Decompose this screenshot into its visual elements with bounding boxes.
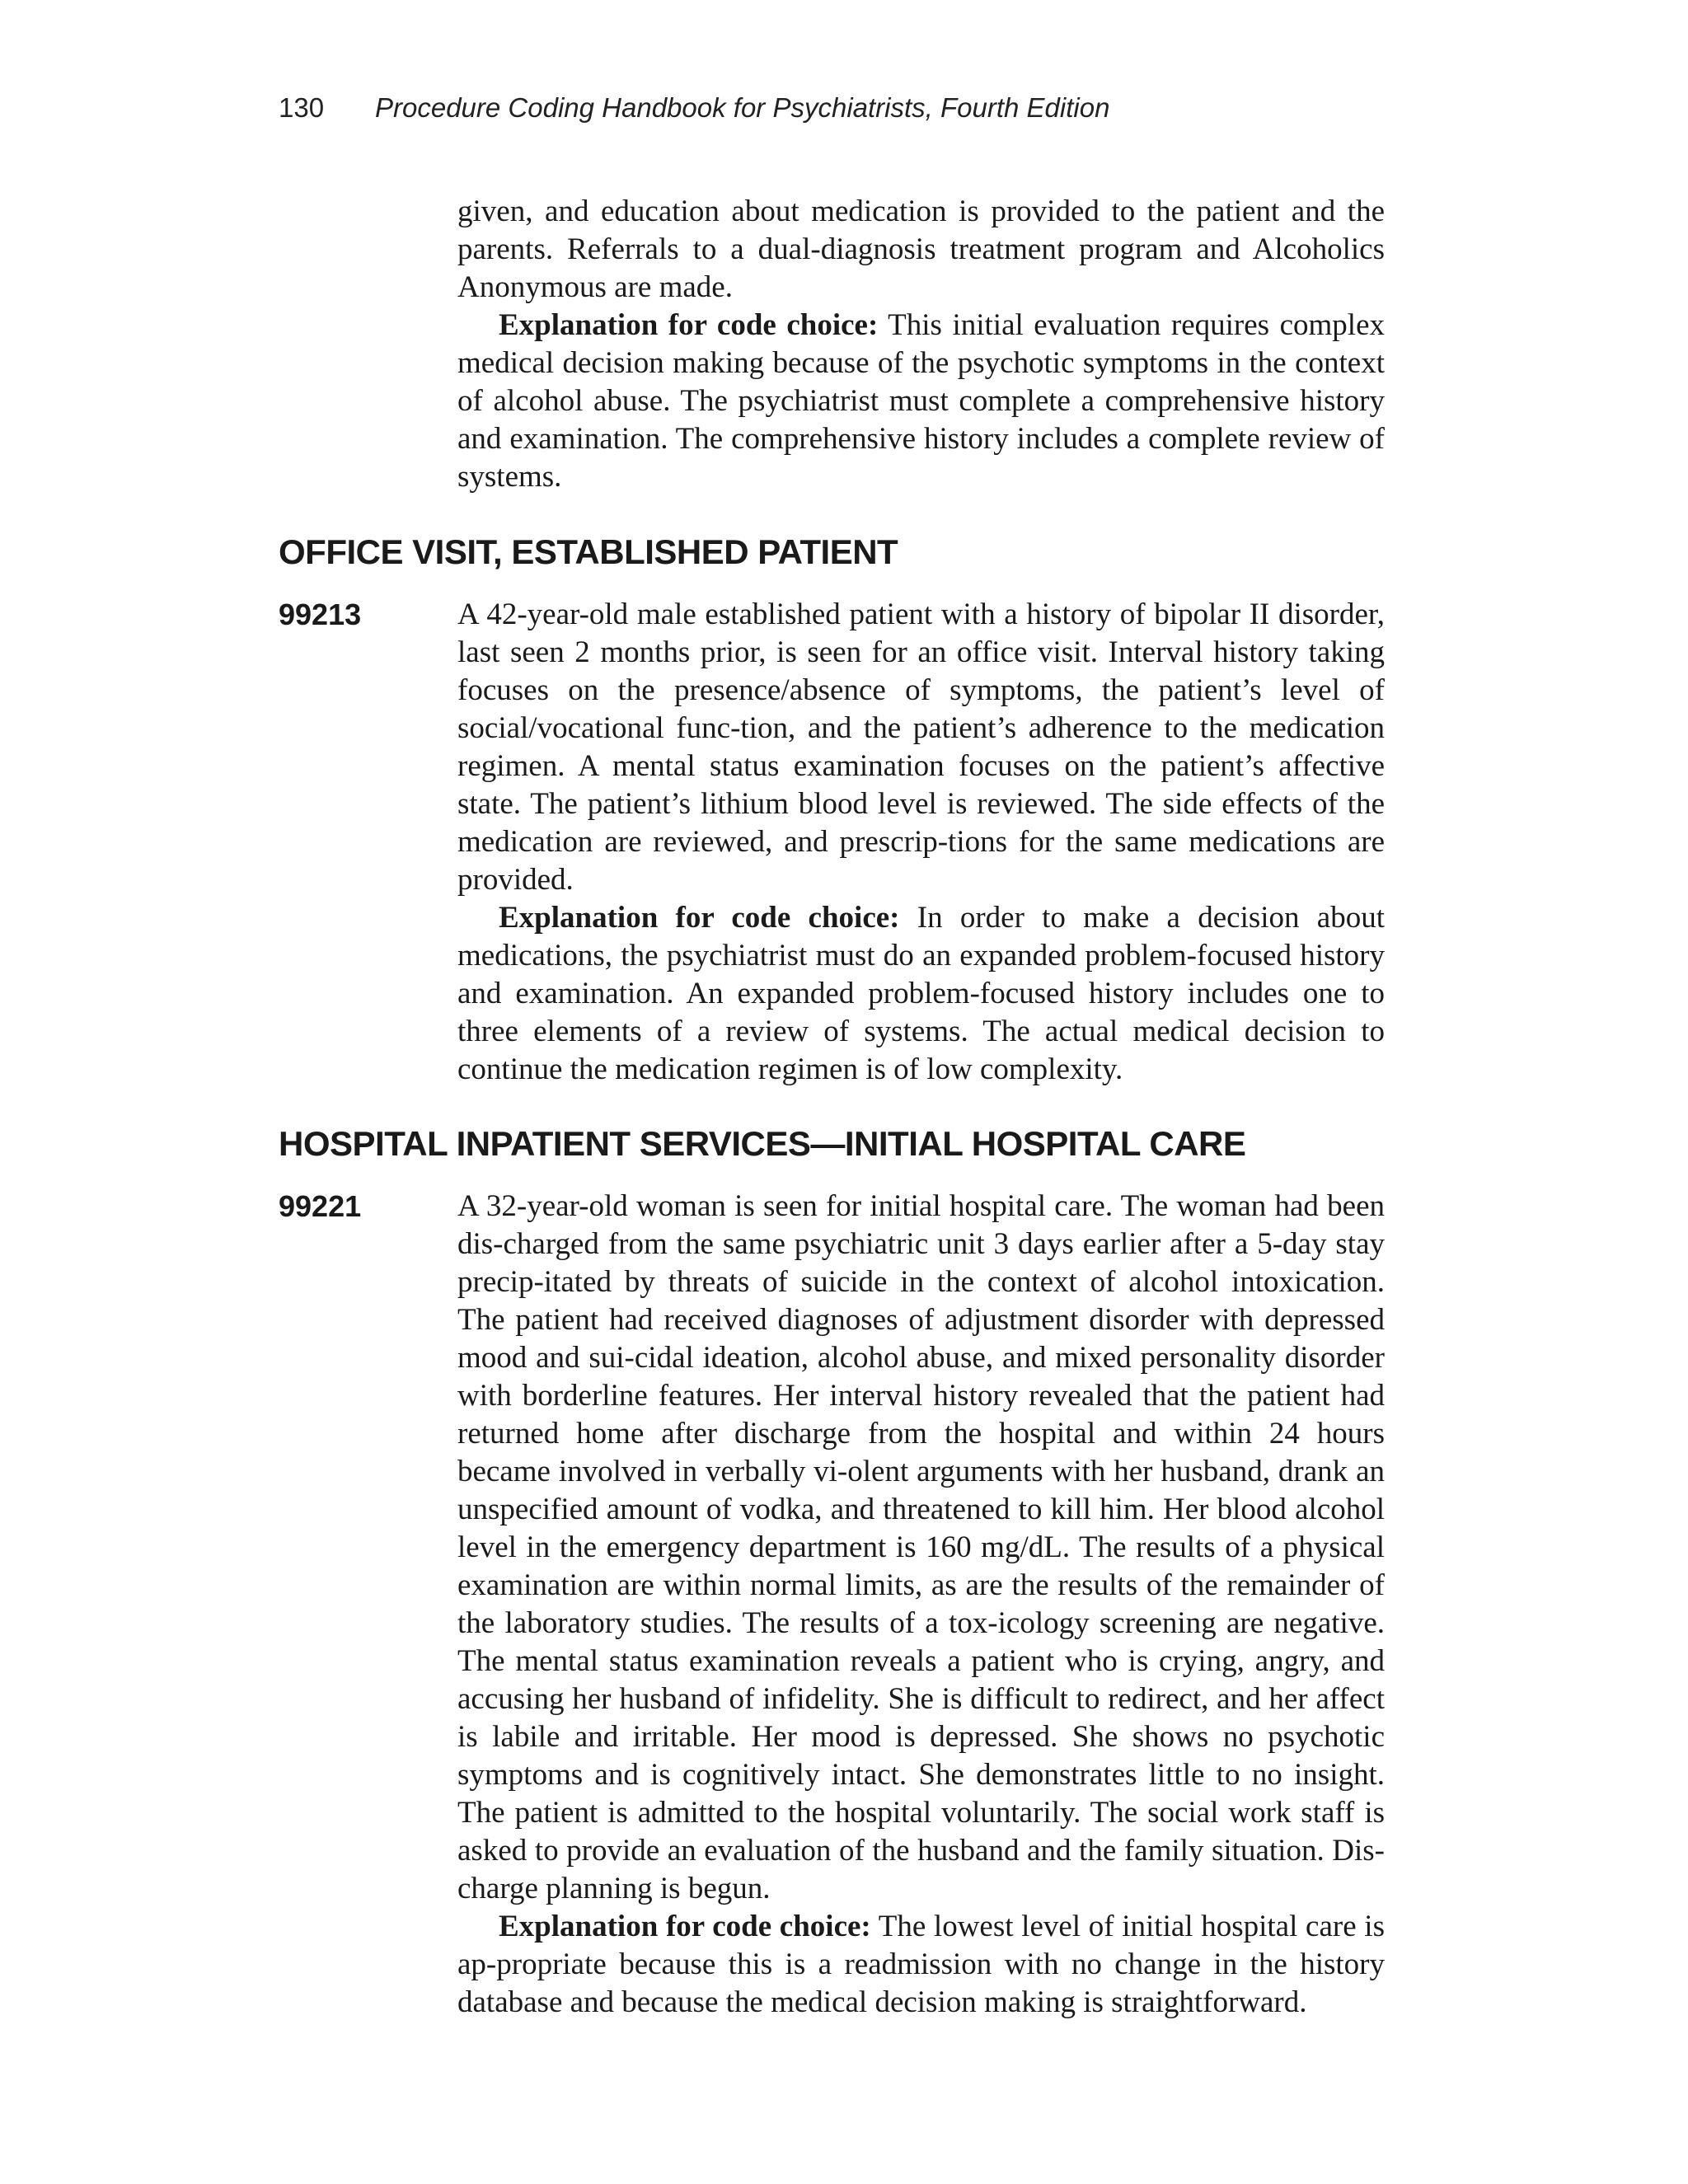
explanation-paragraph [457, 899, 1385, 1089]
explanation-paragraph [457, 1908, 1385, 2022]
running-head [279, 92, 1109, 124]
page-number: 130 [279, 92, 325, 123]
cpt-code: 99213 [279, 598, 362, 631]
continuation-paragraph: given, and education about medication is provided to the patient and the parents. Referrals to a dual-diagnosis treatment program and Alcoholics Anonymous are made. [457, 194, 1385, 304]
section-heading: OFFICE VISIT, ESTABLISHED PATIENT [279, 532, 898, 571]
explanation-label: Explanation for code choice: [499, 308, 879, 342]
section-heading: HOSPITAL INPATIENT SERVICES—INITIAL HOSPITAL CARE [279, 1124, 1246, 1163]
book-title: Procedure Coding Handbook for Psychiatrists, Fourth Edition [375, 92, 1110, 123]
cpt-code: 99221 [279, 1189, 362, 1223]
explanation-label: Explanation for code choice: [499, 901, 900, 935]
explanation-text: This initial evaluation requires complex medical decision making because of the psychotic symptoms in the context of alcohol abuse. The psychiatrist must complete a comprehensive history and examination. The comprehensive history includes a complete review of systems. [457, 308, 1385, 494]
explanation-label: Explanation for code choice: [499, 1910, 871, 1943]
explanation-text: The lowest level of initial hospital care is ap-propriate because this is a readmission with no change in the history database and because the medical decision making is straightforward. [457, 1910, 1385, 2019]
entry-body [457, 596, 1385, 1089]
intro-continuation [457, 193, 1385, 496]
explanation-paragraph [457, 307, 1385, 496]
explanation-text: In order to make a decision about medications, the psychiatrist must do an expanded problem-focused history and examination. An expanded problem-focused history includes one to three elements of a review of systems. The actual medical decision to continue the medication regimen is of low complexity. [457, 901, 1385, 1086]
vignette-paragraph: A 32-year-old woman is seen for initial hospital care. The woman had been dis-charged from the same psychiatric unit 3 days earlier after a 5-day stay precip-itated by threats of suicide in the context of alcohol intoxication. The patient had received diagnoses of adjustment disorder with depressed mood and sui-cidal ideation, alcohol abuse, and mixed personality disorder with borderline features. Her interval history revealed that the patient had returned home after discharge from the hospital and within 24 hours became involved in verbally vi-olent arguments with her husband, drank an unspecified amount of vodka, and threatened to kill him. Her blood alcohol level in the emergency department is 160 mg/dL. The results of a physical examination are within normal limits, as are the results of the remainder of the laboratory studies. The results of a tox-icology screening are negative. The mental status examination reveals a patient who is crying, angry, and accusing her husband of infidelity. She is difficult to redirect, and her affect is labile and irritable. Her mood is depressed. She shows no psychotic symptoms and is cognitively intact. She demonstrates little to no insight. The patient is admitted to the hospital voluntarily. The social work staff is asked to provide an evaluation of the husband and the family situation. Dis-charge planning is begun. [457, 1189, 1385, 1905]
vignette-paragraph: A 42-year-old male established patient with a history of bipolar II disorder, last seen 2 months prior, is seen for an office visit. Interval history taking focuses on the presence/absence of symptoms, the patient’s level of social/vocational func-tion, and the patient’s adherence to the medication regimen. A mental status examination focuses on the patient’s affective state. The patient’s lithium blood level is reviewed. The side effects of the medication are reviewed, and prescrip-tions for the same medications are provided. [457, 598, 1385, 897]
entry-body [457, 1188, 1385, 2022]
